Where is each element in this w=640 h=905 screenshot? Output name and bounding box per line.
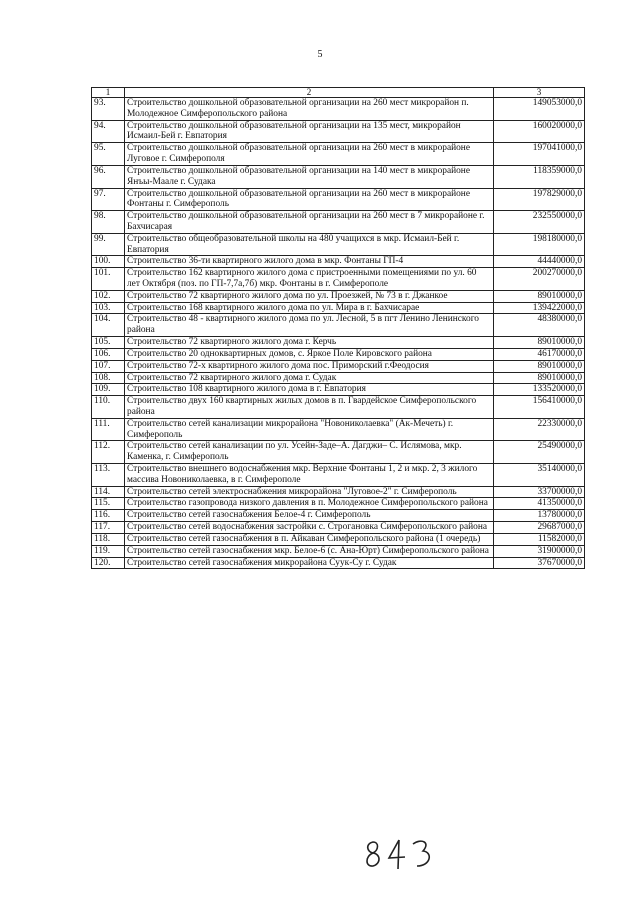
row-description: Строительство 20 одноквартирных домов, с. Яркое Поле Кировского района bbox=[125, 348, 494, 360]
handwritten-page-signature bbox=[361, 836, 441, 872]
table-row bbox=[92, 418, 585, 441]
row-amount: 118359000,0 bbox=[494, 165, 585, 188]
table-row bbox=[92, 188, 585, 211]
row-amount: 197829000,0 bbox=[494, 188, 585, 211]
table-row bbox=[92, 464, 585, 487]
row-number: 99. bbox=[92, 233, 125, 256]
row-number: 115. bbox=[92, 498, 125, 510]
row-number: 101. bbox=[92, 268, 125, 291]
row-amount: 13780000,0 bbox=[494, 510, 585, 522]
row-description: Строительство сетей газоснабжения Белое-4 г. Симферополь bbox=[125, 510, 494, 522]
row-description: Строительство сетей газоснабжения в п. Айкаван Симферопольского района (1 очередь) bbox=[125, 533, 494, 545]
table-row bbox=[92, 165, 585, 188]
page-number: 5 bbox=[317, 49, 323, 60]
row-amount: 31900000,0 bbox=[494, 545, 585, 557]
table-row bbox=[92, 533, 585, 545]
row-number: 107. bbox=[92, 360, 125, 372]
row-amount: 89010000,0 bbox=[494, 360, 585, 372]
table-row bbox=[92, 498, 585, 510]
column-header-name: 2 bbox=[125, 88, 494, 98]
row-number: 112. bbox=[92, 441, 125, 464]
row-amount: 156410000,0 bbox=[494, 396, 585, 419]
row-description: Строительство газопровода низкого давления в п. Молодежное Симферопольского района bbox=[125, 498, 494, 510]
row-number: 116. bbox=[92, 510, 125, 522]
row-description: Строительство сетей газоснабжения мкр. Белое-6 (с. Ана-Юрт) Симферопольского района bbox=[125, 545, 494, 557]
row-description: Строительство 36-ти квартирного жилого дома в мкр. Фонтаны ГП-4 bbox=[125, 256, 494, 268]
row-description: Строительство дошкольной образовательной организации на 260 мест в микрорайоне Фонтаны г. Симферополь bbox=[125, 188, 494, 211]
row-number: 103. bbox=[92, 302, 125, 314]
row-description: Строительство 108 квартирного жилого дома в г. Евпатория bbox=[125, 384, 494, 396]
row-number: 108. bbox=[92, 372, 125, 384]
row-number: 97. bbox=[92, 188, 125, 211]
table-row bbox=[92, 314, 585, 337]
row-amount: 22330000,0 bbox=[494, 418, 585, 441]
row-number: 111. bbox=[92, 418, 125, 441]
table-row bbox=[92, 302, 585, 314]
row-number: 95. bbox=[92, 143, 125, 166]
row-amount: 41350000,0 bbox=[494, 498, 585, 510]
table-row bbox=[92, 256, 585, 268]
table-row bbox=[92, 557, 585, 569]
row-amount: 46170000,0 bbox=[494, 348, 585, 360]
row-amount: 33700000,0 bbox=[494, 486, 585, 498]
row-number: 94. bbox=[92, 120, 125, 143]
table-row bbox=[92, 396, 585, 419]
row-amount: 139422000,0 bbox=[494, 302, 585, 314]
column-header-number: 1 bbox=[92, 88, 125, 98]
row-number: 110. bbox=[92, 396, 125, 419]
row-description: Строительство 72 квартирного жилого дома г. Судак bbox=[125, 372, 494, 384]
program-table bbox=[91, 87, 585, 569]
row-number: 96. bbox=[92, 165, 125, 188]
row-amount: 197041000,0 bbox=[494, 143, 585, 166]
table-row bbox=[92, 545, 585, 557]
table-row bbox=[92, 486, 585, 498]
row-description: Строительство сетей водоснабжения застройки с. Строгановка Симферопольского района bbox=[125, 522, 494, 534]
row-description: Строительство дошкольной образовательной организации на 260 мест в микрорайоне Луговое г. Симферополя bbox=[125, 143, 494, 166]
row-description: Строительство 72 квартирного жилого дома по ул. Проезжей, № 73 в г. Джанкое bbox=[125, 290, 494, 302]
row-description: Строительство 168 квартирного жилого дома по ул. Мира в г. Бахчисарае bbox=[125, 302, 494, 314]
row-number: 93. bbox=[92, 98, 125, 121]
row-number: 119. bbox=[92, 545, 125, 557]
row-number: 102. bbox=[92, 290, 125, 302]
row-description: Строительство дошкольной образовательной организации на 260 мест в 7 микрорайоне г. Бахчисарая bbox=[125, 211, 494, 234]
row-description: Строительство дошкольной образовательной организации на 260 мест микрорайон п. Молодежное Симферопольского района bbox=[125, 98, 494, 121]
row-number: 98. bbox=[92, 211, 125, 234]
row-amount: 11582000,0 bbox=[494, 533, 585, 545]
row-number: 113. bbox=[92, 464, 125, 487]
row-description: Строительство 72 квартирного жилого дома г. Керчь bbox=[125, 337, 494, 349]
row-amount: 149053000,0 bbox=[494, 98, 585, 121]
row-description: Строительство 48 - квартирного жилого дома по ул. Лесной, 5 в пгт Ленино Ленинского района bbox=[125, 314, 494, 337]
row-number: 100. bbox=[92, 256, 125, 268]
table-row bbox=[92, 120, 585, 143]
row-amount: 37670000,0 bbox=[494, 557, 585, 569]
table-row bbox=[92, 211, 585, 234]
row-amount: 200270000,0 bbox=[494, 268, 585, 291]
row-number: 106. bbox=[92, 348, 125, 360]
table-row bbox=[92, 268, 585, 291]
row-description: Строительство внешнего водоснабжения мкр. Верхние Фонтаны 1, 2 и мкр. 2, 3 жилого массива Новониколаевка, в г. Симферополе bbox=[125, 464, 494, 487]
row-amount: 198180000,0 bbox=[494, 233, 585, 256]
row-amount: 44440000,0 bbox=[494, 256, 585, 268]
row-description: Строительство 162 квартирного жилого дома с пристроенными помещениями по ул. 60 лет Октября (поз. по ГП-7,7а,7б) мкр. Фонтаны в г. Симферополе bbox=[125, 268, 494, 291]
table-row bbox=[92, 290, 585, 302]
row-amount: 89010000,0 bbox=[494, 337, 585, 349]
row-number: 109. bbox=[92, 384, 125, 396]
row-description: Строительство сетей электроснабжения микрорайона "Луговое-2" г. Симферополь bbox=[125, 486, 494, 498]
row-amount: 89010000,0 bbox=[494, 372, 585, 384]
row-description: Строительство 72-х квартирного жилого дома пос. Приморский г.Феодосия bbox=[125, 360, 494, 372]
row-description: Строительство сетей газоснабжения микрорайона Суук-Су г. Судак bbox=[125, 557, 494, 569]
table-row bbox=[92, 384, 585, 396]
row-amount: 35140000,0 bbox=[494, 464, 585, 487]
row-amount: 133520000,0 bbox=[494, 384, 585, 396]
table-row bbox=[92, 372, 585, 384]
table-header-row bbox=[92, 88, 585, 98]
row-number: 104. bbox=[92, 314, 125, 337]
row-number: 118. bbox=[92, 533, 125, 545]
table-row bbox=[92, 348, 585, 360]
table-row bbox=[92, 233, 585, 256]
row-amount: 89010000,0 bbox=[494, 290, 585, 302]
row-description: Строительство общеобразовательной школы на 480 учащихся в мкр. Исмаил-Бей г. Евпатория bbox=[125, 233, 494, 256]
row-amount: 160020000,0 bbox=[494, 120, 585, 143]
row-number: 117. bbox=[92, 522, 125, 534]
row-description: Строительство дошкольной образовательной организации на 135 мест, микрорайон Исмаил-Бей г. Евпатория bbox=[125, 120, 494, 143]
table-row bbox=[92, 98, 585, 121]
row-number: 114. bbox=[92, 486, 125, 498]
row-description: Строительство двух 160 квартирных жилых домов в п. Гвардейское Симферопольского района bbox=[125, 396, 494, 419]
row-amount: 29687000,0 bbox=[494, 522, 585, 534]
row-amount: 48380000,0 bbox=[494, 314, 585, 337]
table-row bbox=[92, 522, 585, 534]
row-description: Строительство сетей канализации микрорайона "Новониколаевка" (Ак-Мечеть) г. Симферополь bbox=[125, 418, 494, 441]
row-amount: 232550000,0 bbox=[494, 211, 585, 234]
row-description: Строительство сетей канализации по ул. Усейн-Заде–А. Дагджи– С. Ислямова, мкр. Каменка, г. Симферополь bbox=[125, 441, 494, 464]
table-row bbox=[92, 441, 585, 464]
row-description: Строительство дошкольной образовательной организации на 140 мест в микрорайоне Янъы-Маале г. Судака bbox=[125, 165, 494, 188]
row-number: 120. bbox=[92, 557, 125, 569]
table-row bbox=[92, 143, 585, 166]
table-row bbox=[92, 337, 585, 349]
column-header-amount: 3 bbox=[494, 88, 585, 98]
table-row bbox=[92, 360, 585, 372]
row-amount: 25490000,0 bbox=[494, 441, 585, 464]
table-row bbox=[92, 510, 585, 522]
row-number: 105. bbox=[92, 337, 125, 349]
